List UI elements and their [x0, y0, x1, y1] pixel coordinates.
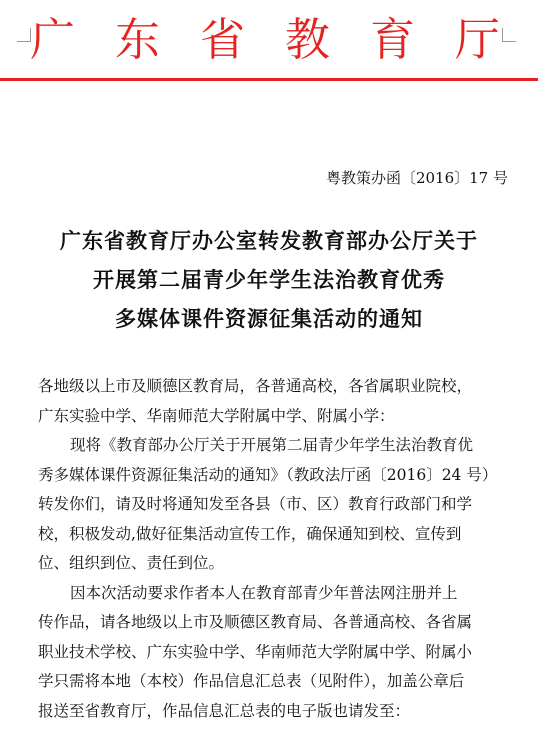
body-line: 职业技术学校、广东实验中学、华南师范大学附属中学、附属小 — [38, 642, 473, 661]
body-line: 位、组织到位、责任到位。 — [38, 554, 225, 572]
body-line: 秀多媒体课件资源征集活动的通知》（教政法厅函〔2016〕24 号） — [38, 465, 498, 484]
title-line: 多媒体课件资源征集活动的通知 — [115, 307, 423, 331]
body-line: 报送至省教育厅，作品信息汇总表的电子版也请发至： — [38, 701, 411, 720]
body-line: 各地级以上市及顺德区教育局，各普通高校，各省属职业院校， — [38, 377, 473, 395]
body-line: 广东实验中学、华南师范大学附属中学、附属小学： — [38, 406, 395, 425]
masthead-char: 厅 — [454, 13, 500, 66]
title-line: 开展第二届青少年学生法治教育优秀 — [93, 268, 445, 292]
body-line: 因本次活动要求作者本人在教育部青少年普法网注册并上 — [70, 583, 458, 602]
document-number: 粤教策办函〔2016〕17 号 — [325, 169, 508, 187]
masthead-char: 广 — [30, 13, 76, 66]
masthead — [30, 10, 500, 70]
title-line: 广东省教育厅办公室转发教育部办公厅关于 — [60, 229, 478, 253]
document-body — [38, 372, 513, 726]
masthead-char: 育 — [369, 13, 415, 66]
masthead-char: 省 — [199, 13, 245, 66]
crop-mark-top-right — [502, 28, 516, 42]
body-line: 转发你们，请及时将通知发至各县（市、区）教育行政部门和学 — [38, 495, 473, 513]
masthead-divider — [0, 78, 538, 81]
masthead-char: 教 — [284, 13, 330, 66]
body-line: 传作品，请各地级以上市及顺德区教育局、各普通高校、各省属 — [38, 613, 473, 631]
crop-mark-top-left — [17, 28, 31, 42]
document-title — [0, 222, 538, 339]
body-line: 现将《教育部办公厅关于开展第二届青少年学生法治教育优 — [70, 436, 474, 454]
masthead-char: 东 — [114, 13, 160, 66]
body-line: 学只需将本地（本校）作品信息汇总表（见附件），加盖公章后 — [38, 672, 465, 690]
body-line: 校，积极发动,做好征集活动宣传工作，确保通知到校、宣传到 — [38, 524, 462, 543]
